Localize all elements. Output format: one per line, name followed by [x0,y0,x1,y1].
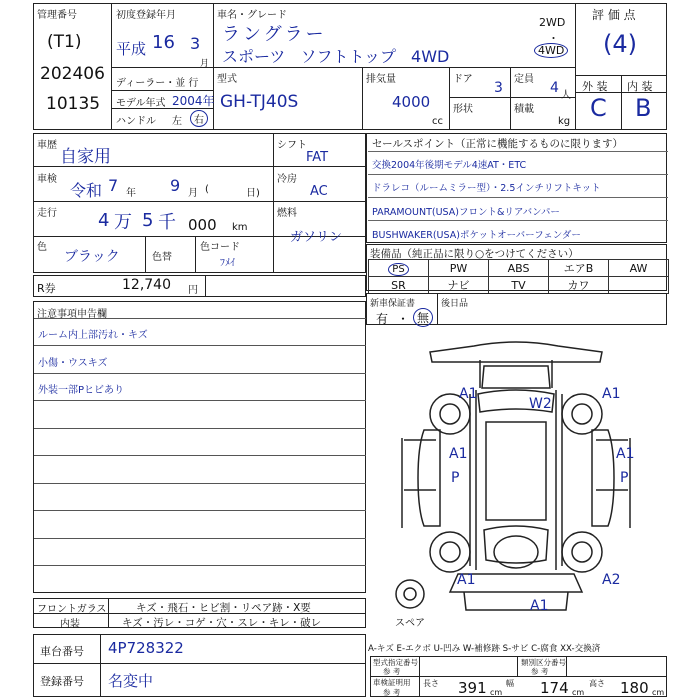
color-change-label: 色替 [152,252,172,263]
aircon-label: 冷房 [277,174,297,185]
aircon-value: AC [310,184,328,199]
shaken-month: 9 [170,176,181,195]
equip-navi: ナビ [429,277,489,294]
mileage-sen: 5 [142,210,154,231]
sales-point-item: 交換2004年後期モデル4速AT・ETC [372,160,527,171]
katashiki-label: 型式 [217,74,237,85]
length-value: 391 [458,679,487,697]
row1-left-sub: 参 考 [383,667,401,676]
doors: 3 [494,80,503,96]
interior-grade: B [635,94,652,122]
kg-unit: kg [558,116,571,127]
displacement: 4000 [392,93,431,111]
fuel-label: 燃料 [277,208,297,219]
shaken-label: 車検 [37,174,57,185]
sales-points-label: セールスポイント（正常に機能するものに限ります） [372,138,624,150]
row2-label: 車検証明用 [373,678,411,687]
capacity: 4 [550,80,559,96]
doors-label: ドア [453,74,473,85]
equip-abs: ABS [489,260,549,277]
shaken-year: 7 [108,176,119,195]
drive-dot: ・ [548,32,559,45]
recycle-value: 12,740 [122,277,171,293]
fuel-value: ガソリン [290,230,343,245]
kanri-code: (T1) [47,32,82,52]
cc-unit: cc [432,116,443,127]
recycle-section [33,275,366,297]
first-reg-label: 初度登録年月 [116,10,176,21]
glass-value: キズ・飛石・ヒビ割・リペア跡・X要 [136,602,311,614]
note-item: 小傷・ウスキズ [38,358,108,369]
warranty-no: 無 [413,308,433,327]
row2-sub: 参 考 [383,688,401,697]
mileage-sen-unit: 千 [158,212,176,233]
equip-tv: TV [489,277,549,294]
mileage-man: 4 [98,210,110,231]
registration-label: 登録番号 [40,675,84,688]
damage-mark: W2 [529,396,552,412]
load-label: 積載 [514,104,534,115]
damage-mark: A1 [616,446,635,462]
warranty-dot: ・ [397,312,410,326]
sales-point-item: ドラレコ（ルームミラー型）・2.5インチリフトキット [372,183,601,194]
sales-point-item: BUSHWAKER(USA)ポケットオーバーフェンダー [372,230,581,241]
model-year: 2004年 [172,94,215,108]
equip-airbag: エアB [549,260,609,277]
chassis-value: 4P728322 [108,639,184,657]
shift-value: FAT [306,150,329,165]
interior-label: 内 装 [627,80,653,93]
first-reg-era: 平成 [116,40,147,58]
glass-label: フロントガラス [37,604,107,615]
notes-label: 注意事項申告欄 [37,309,107,320]
mileage-unit: km [232,222,248,233]
equip-sr: SR [369,277,429,294]
damage-mark: A2 [602,572,621,588]
equipment-table [368,259,669,294]
glass-interior-value: キズ・汚レ・コゲ・穴・スレ・キレ・破レ [122,617,322,629]
damage-mark: A1 [602,386,621,402]
shaken-era: 令和 [70,181,103,200]
chassis-label: 車台番号 [40,645,84,658]
damage-mark: A1 [449,446,468,462]
handle-label: ハンドル [116,116,156,127]
height-label: 高さ [589,679,605,688]
equipment-label: 装備品（純正品に限り○をつけてください） [370,248,579,260]
exterior-label: 外 装 [582,80,608,93]
length-unit: cm [490,688,503,697]
warranty-yes: 有 [376,312,389,326]
car-name: ラングラー [222,24,327,45]
recycle-label: R券 [37,282,56,295]
exterior-grade: C [590,94,607,122]
shaken-year-unit: 年 [126,188,136,199]
equip-empty [609,277,669,294]
glass-interior-label: 内装 [60,619,80,630]
capacity-label: 定員 [514,74,534,85]
warranty-label: 新車保証書 [370,299,416,309]
width-label: 幅 [506,679,514,688]
mileage-label: 走行 [37,208,57,219]
width-unit: cm [572,688,585,697]
damage-mark: A1 [457,572,476,588]
sales-point-item: PARAMOUNT(USA)フロント&リアバンパー [372,207,560,218]
note-item: 外装一部Pヒビあり [38,385,125,396]
equip-aw: AW [609,260,669,277]
first-reg-year: 16 [152,32,175,53]
kanri-num2: 10135 [46,94,101,114]
shaken-day-close: 日) [246,188,260,199]
drive-2wd: 2WD [539,16,566,29]
rating-label: 評 価 点 [592,8,636,22]
length-label: 長さ [423,679,439,688]
color-value: ブラック [64,249,120,265]
katashiki: GH-TJ40S [220,92,299,112]
car-grade: スポーツ ソフトトップ 4WD [222,47,450,66]
first-reg-month-unit: 月 [200,59,210,69]
dealer-label: ディーラー・並 行 [116,78,199,89]
capacity-unit: 人 [561,90,571,101]
height-unit: cm [652,688,665,697]
row1-left-label: 型式指定番号 [373,658,418,667]
first-reg-month: 3 [190,34,201,53]
width-value: 174 [540,679,569,697]
shift-label: シフト [277,140,307,151]
damage-legend: A-キズ E-エクボ U-凹み W-補修跡 S-サビ C-腐食 XX-交換済 [368,644,601,654]
damage-mark: A1 [530,598,549,614]
recycle-unit: 円 [188,285,198,296]
kanri-num1: 202406 [40,64,105,84]
mileage-rest: 000 [188,216,217,234]
shaken-day-open: ( [205,184,209,195]
color-code-label: 色コード [200,242,240,253]
damage-mark: A1 [459,386,478,402]
drive-4wd: 4WD [534,43,568,58]
row1-right-label: 類別区分番号 [521,658,566,667]
model-year-label: モデル年式 [116,98,166,109]
damage-mark: P [451,470,460,486]
history-value: 自家用 [60,147,111,167]
mileage-man-unit: 万 [114,212,132,233]
equip-leather: カワ [549,277,609,294]
equip-pw: PW [429,260,489,277]
color-label: 色 [37,242,47,253]
car-name-label: 車名・グレード [217,10,287,21]
displacement-label: 排気量 [366,74,396,85]
damage-mark: P [620,470,629,486]
handle-right: 右 [190,110,208,127]
equip-ps: PS [369,260,429,277]
color-code: ﾌﾒｲ [220,258,235,269]
note-item: ルーム内上部汚れ・キズ [38,330,148,341]
registration-value: 名変中 [108,672,154,690]
rating-value: (4) [603,30,637,58]
katachi-label: 形状 [453,104,473,115]
height-value: 180 [620,679,649,697]
manual-label: 後日品 [441,299,469,309]
spare-label: スペア [395,618,425,629]
shaken-month-unit: 月 [188,188,198,199]
handle-left: 左 [172,116,182,127]
kanri-label: 管理番号 [37,10,77,21]
history-label: 車歴 [37,140,57,151]
row1-right-sub: 参 考 [531,667,549,676]
